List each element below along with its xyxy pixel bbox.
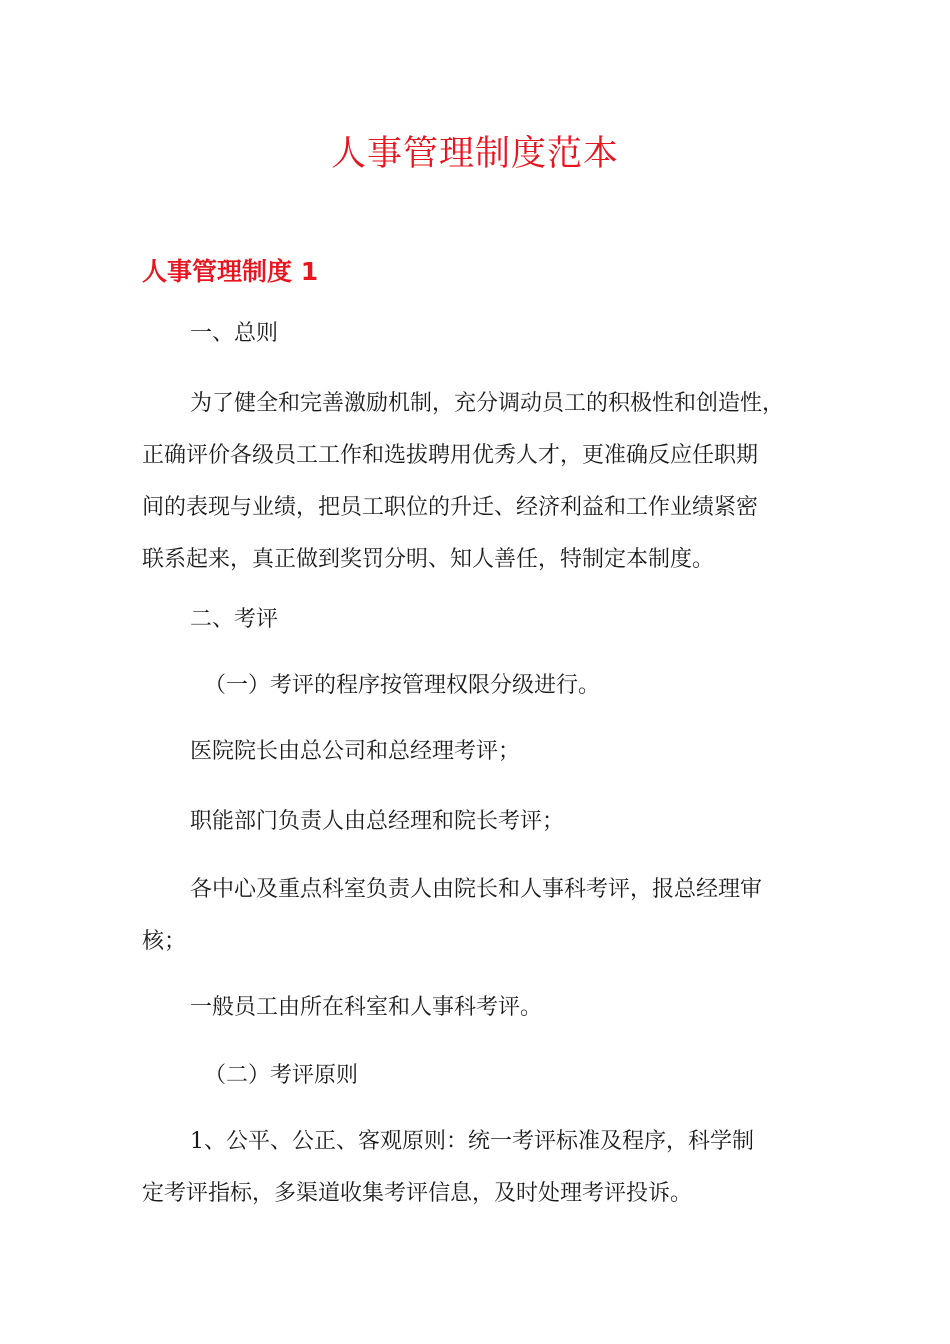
paragraph-evaluation-principles-heading xyxy=(142,1050,822,1102)
section-heading: 人事管理制度 1 xyxy=(142,257,319,286)
paragraph-line: 间的表现与业绩，把员工职位的升迁、经济利益和工作业绩紧密 xyxy=(142,495,759,520)
paragraph-line: 定考评指标，多渠道收集考评信息，及时处理考评投诉。 xyxy=(142,1181,693,1206)
paragraph-line: 1、公平、公正、客观原则：统一考评标准及程序，科学制 xyxy=(190,1129,754,1154)
document-title: 人事管理制度范本 xyxy=(330,134,619,174)
paragraph-line: （一）考评的程序按管理权限分级进行。 xyxy=(204,673,601,698)
paragraph-line: 联系起来，真正做到奖罚分明、知人善任，特制定本制度。 xyxy=(142,547,715,572)
paragraph-evaluation-heading xyxy=(142,594,822,646)
paragraph-line: 各中心及重点科室负责人由院长和人事科考评，报总经理审 xyxy=(190,877,763,902)
paragraph-line: 核； xyxy=(142,929,187,954)
paragraph-evaluation-procedure xyxy=(142,660,822,712)
paragraph-line: 一般员工由所在科室和人事科考评。 xyxy=(190,995,543,1020)
paragraph-line: 正确评价各级员工工作和选拔聘用优秀人才，更准确反应任职期 xyxy=(142,443,759,468)
paragraph-line: （二）考评原则 xyxy=(204,1063,359,1088)
paragraph-line: 医院院长由总公司和总经理考评； xyxy=(190,739,521,764)
paragraph-hospital-director xyxy=(142,726,822,778)
paragraph-line: 为了健全和完善激励机制，充分调动员工的积极性和创造性， xyxy=(190,391,785,416)
paragraph-line: 一、总则 xyxy=(190,321,279,346)
paragraph-general-staff xyxy=(142,982,822,1034)
paragraph-fairness-principle xyxy=(142,1116,822,1220)
paragraph-line: 二、考评 xyxy=(190,607,279,632)
paragraph-general-principles-heading xyxy=(142,308,822,360)
paragraph-functional-departments xyxy=(142,796,822,848)
paragraph-center-heads xyxy=(142,864,822,968)
paragraph-line: 职能部门负责人由总经理和院长考评； xyxy=(190,809,565,834)
paragraph-purpose xyxy=(142,378,822,586)
